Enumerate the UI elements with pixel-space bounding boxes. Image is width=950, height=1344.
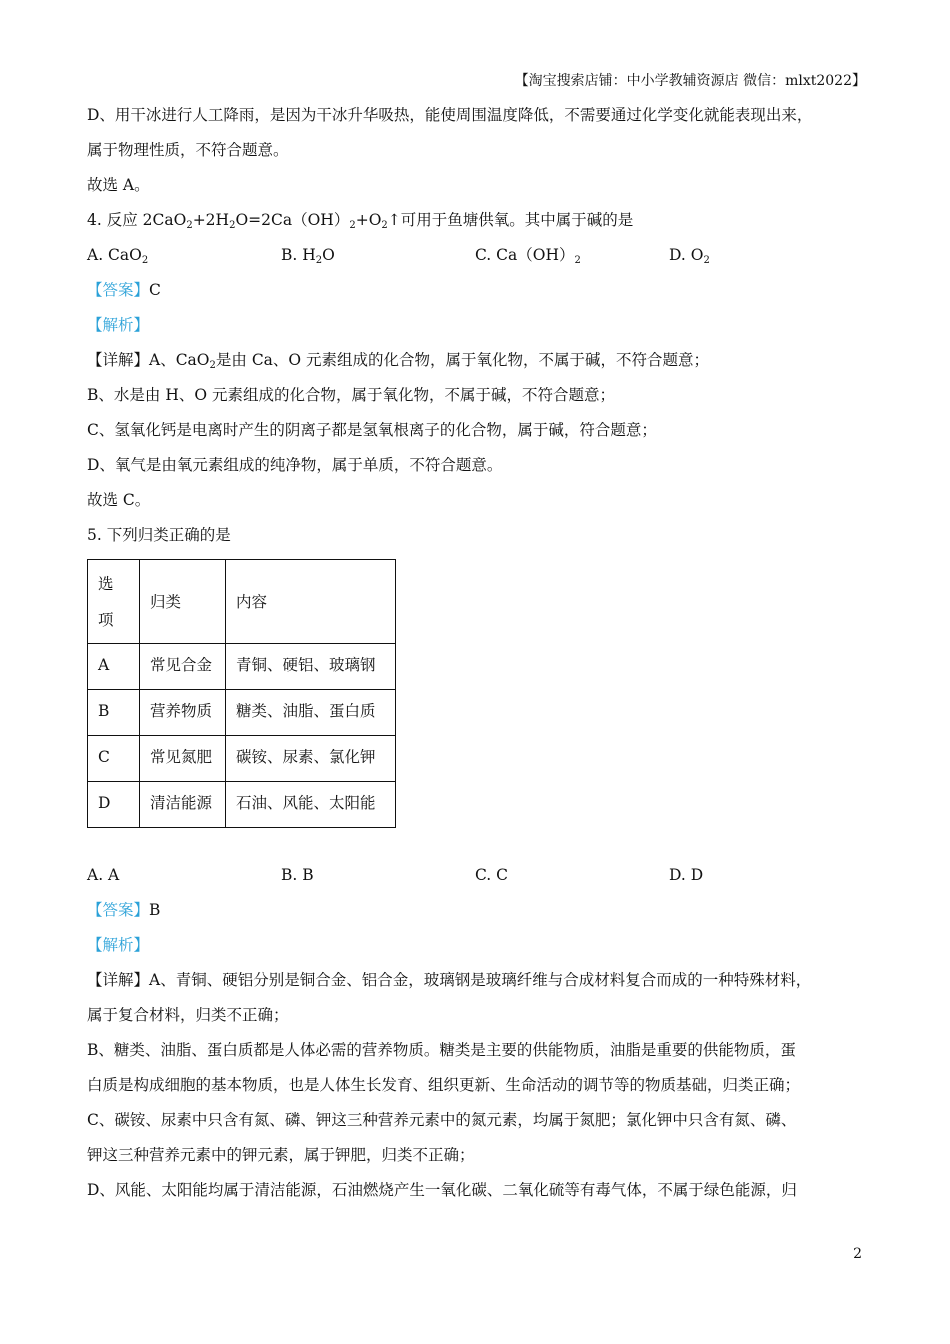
table-cell: 青铜、硬铝、玻璃钢: [226, 644, 396, 690]
table-cell: 常见合金: [140, 644, 226, 690]
q5-detail-line: C、碳铵、尿素中只含有氮、磷、钾这三种营养元素中的氮元素，均属于氮肥；氯化钾中只含有氮、磷、: [87, 1111, 797, 1129]
header-cell-content: 内容: [226, 560, 396, 644]
table-header-row: [88, 560, 396, 644]
q5-option-c: C. C: [475, 866, 509, 884]
header-cell-option: 选项: [88, 560, 140, 644]
table-cell: 糖类、油脂、蛋白质: [226, 690, 396, 736]
q5-detail-line: 属于复合材料，归类不正确；: [87, 1006, 289, 1024]
table-cell: 清洁能源: [140, 782, 226, 828]
q4-options: [87, 238, 867, 273]
table-row: [88, 644, 396, 690]
q4-conclusion: 故选 C。: [87, 491, 151, 509]
table-cell: 常见氮肥: [140, 736, 226, 782]
table-cell: A: [88, 644, 140, 690]
q5-answer: 【答案】B: [87, 901, 161, 919]
table-row: [88, 736, 396, 782]
q5-analysis-label: 【解析】: [87, 936, 150, 954]
q4-option-b: B. $H_2O$: [281, 246, 335, 266]
q5-option-d: D. D: [669, 866, 704, 884]
q4-detail-d: D、氧气是由氧元素组成的纯净物，属于单质，不符合题意。: [87, 456, 503, 474]
table-cell: 营养物质: [140, 690, 226, 736]
q5-detail-line: 钾这三种营养元素中的钾元素，属于钾肥，归类不正确；: [87, 1146, 475, 1164]
q4-analysis-label: 【解析】: [87, 316, 150, 334]
q5-option-a: A. A: [87, 866, 120, 884]
q4-option-a: A. CaO$_2$: [87, 246, 149, 266]
q5-option-b: B. B: [281, 866, 314, 884]
q4-detail-a: 【详解】A、CaO$_2$是由 Ca、O 元素组成的化合物，属于氧化物，不属于碱，不符合题意；: [87, 351, 710, 371]
q5-detail-line: 白质是构成细胞的基本物质，也是人体生长发育、组织更新、生命活动的调节等的物质基础，归类正确；: [87, 1076, 801, 1094]
q3-analysis-line-1: D、用干冰进行人工降雨，是因为干冰升华吸热，能使周围温度降低，不需要通过化学变化就能表现出来，: [87, 106, 813, 124]
q4-answer: 【答案】C: [87, 281, 161, 299]
q4-detail-c: C、氢氧化钙是电离时产生的阴离子都是氢氧根离子的化合物，属于碱，符合题意；: [87, 421, 657, 439]
q5-classification-table: [87, 559, 396, 828]
q5-detail-line: B、糖类、油脂、蛋白质都是人体必需的营养物质。糖类是主要的供能物质，油脂是重要的供能物质，蛋: [87, 1041, 796, 1059]
document-body: [87, 98, 867, 1208]
table-row: [88, 782, 396, 828]
table-row: [88, 690, 396, 736]
header-cell-category: 归类: [140, 560, 226, 644]
q4-option-d: D. $O_2$: [669, 246, 710, 266]
q4-option-c: C. $Ca(OH)_2$: [475, 246, 581, 266]
q5-detail-line: 【详解】A、青铜、硬铝分别是铜合金、铝合金，玻璃钢是玻璃纤维与合成材料复合而成的一种特殊材料，: [87, 971, 812, 989]
table-cell: B: [88, 690, 140, 736]
table-cell: 碳铵、尿素、氯化钾: [226, 736, 396, 782]
q5-stem: 5. 下列归类正确的是: [87, 526, 231, 544]
q3-analysis-line-2: 属于物理性质，不符合题意。: [87, 141, 289, 159]
q3-conclusion: 故选 A。: [87, 176, 150, 194]
q4-stem: 4. 反应 $2CaO_2+2H_2O=2Ca(OH)_2+O_2↑$可用于鱼塘供氧。其中属于碱的是: [87, 211, 634, 231]
q5-options: [87, 858, 867, 893]
header-watermark-note: 【淘宝搜索店铺：中小学教辅资源店 微信：mlxt2022】: [514, 73, 866, 89]
table-cell: D: [88, 782, 140, 828]
page-number: 2: [853, 1246, 862, 1262]
table-cell: 石油、风能、太阳能: [226, 782, 396, 828]
table-cell: C: [88, 736, 140, 782]
q5-detail-line: D、风能、太阳能均属于清洁能源，石油燃烧产生一氧化碳、二氧化硫等有毒气体，不属于绿色能源，归: [87, 1181, 797, 1199]
q4-detail-b: B、水是由 H、O 元素组成的化合物，属于氧化物，不属于碱，不符合题意；: [87, 386, 615, 404]
